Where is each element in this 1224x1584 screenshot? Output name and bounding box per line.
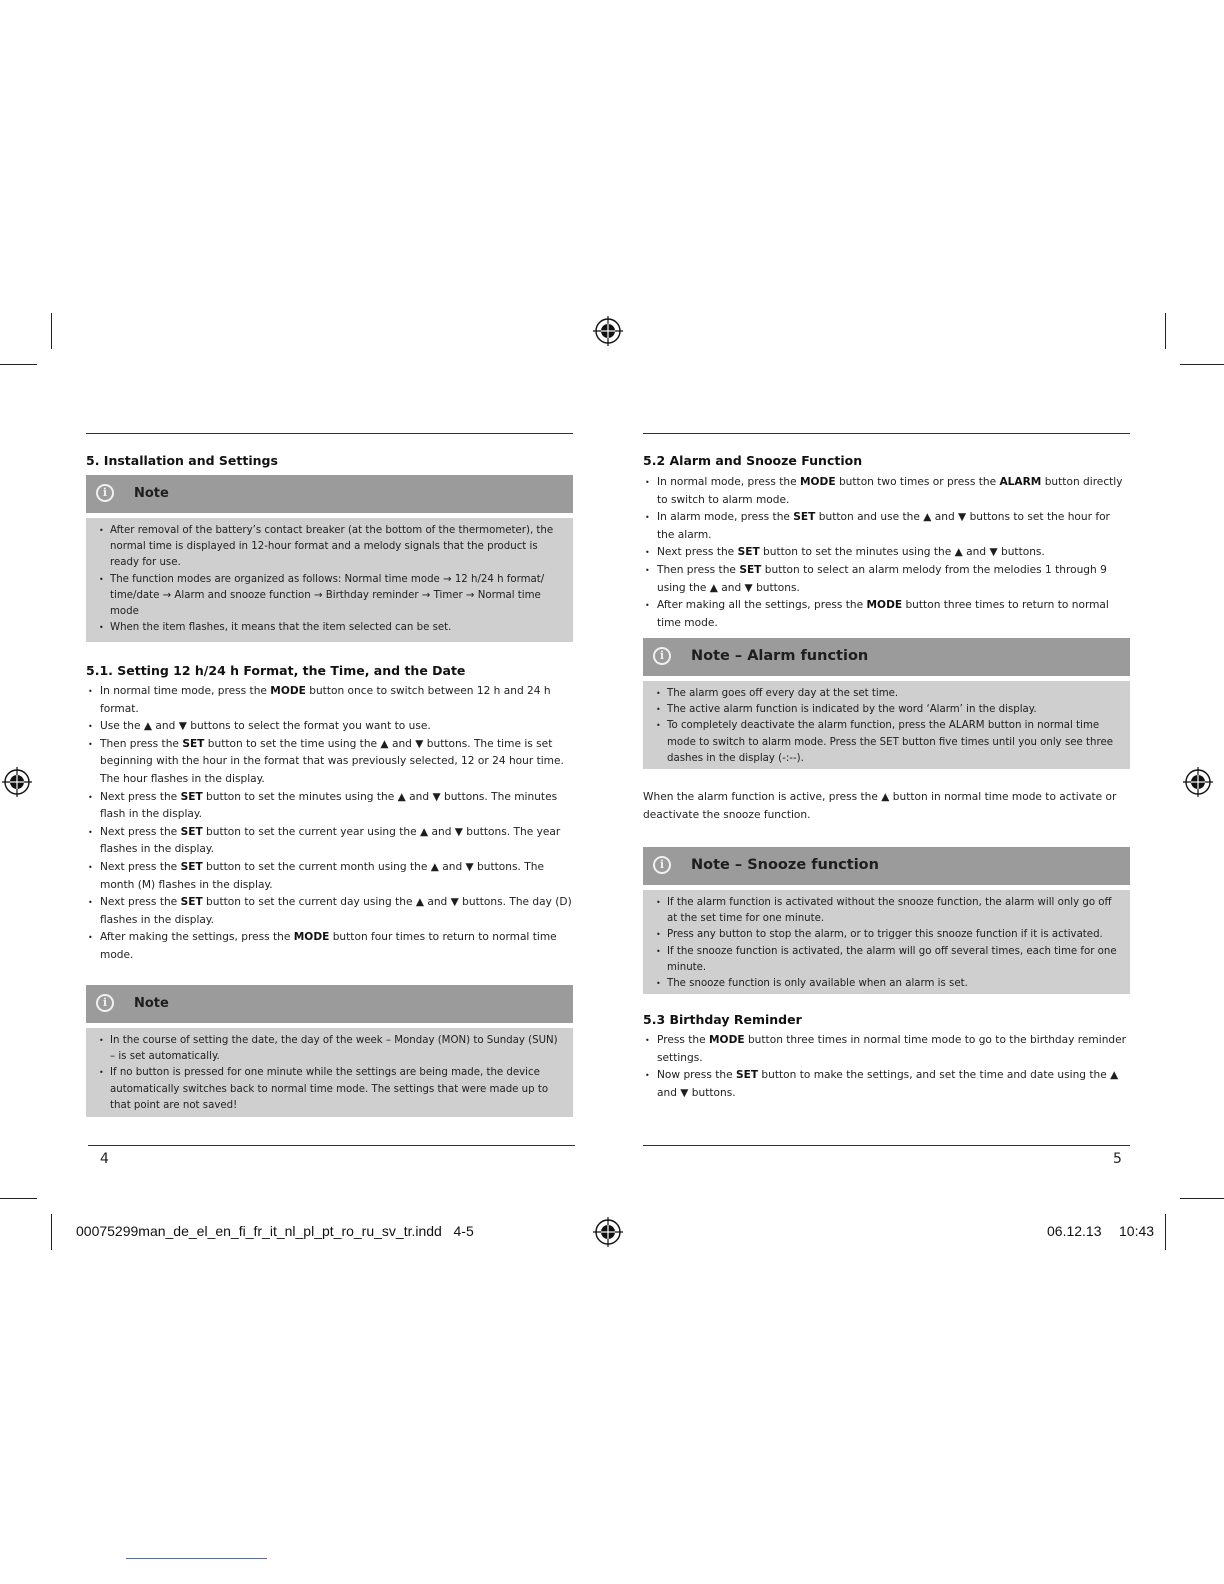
note-header xyxy=(643,638,1130,676)
note-body xyxy=(643,890,1130,994)
crop-mark xyxy=(1165,313,1166,349)
link-underline xyxy=(126,1558,267,1559)
crop-mark xyxy=(1165,1214,1166,1250)
print-date: 06.12.13 xyxy=(1047,1223,1102,1239)
note-header xyxy=(643,847,1130,885)
crop-mark xyxy=(0,1198,37,1199)
step-item: • Next press the SET button to set the minutes using the ▲ and ▼ buttons. xyxy=(643,544,1130,562)
registration-mark-icon xyxy=(2,767,32,797)
note-header xyxy=(86,985,573,1023)
info-icon: i xyxy=(653,856,671,874)
top-rule xyxy=(643,433,1130,434)
note-item: • After removal of the battery’s contact breaker (at the bottom of the thermometer), the normal time is displayed in 12-hour format and a melody signals that the product is ready for use. xyxy=(96,523,563,572)
crop-mark xyxy=(1180,1198,1224,1199)
file-name: 00075299man_de_el_en_fi_fr_it_nl_pl_pt_ro_ru_sv_tr.indd 4-5 xyxy=(76,1223,474,1239)
snooze-paragraph: When the alarm function is active, press the ▲ button in normal time mode to activate or deactivate the snooze function. xyxy=(643,791,1117,821)
crop-mark xyxy=(0,364,37,365)
note-item: • If the snooze function is activated, the alarm will go off several times, each time for one minute. xyxy=(653,944,1120,976)
note-item: • The snooze function is only available when an alarm is set. xyxy=(653,976,1120,992)
note-item: • When the item flashes, it means that the item selected can be set. xyxy=(96,620,563,636)
note-item: • If the alarm function is activated without the snooze function, the alarm will only go off at the set time for one minute. xyxy=(653,895,1120,927)
page-number: 4 xyxy=(100,1151,109,1167)
note-body xyxy=(643,681,1130,769)
settings-steps xyxy=(86,683,573,965)
step-item: • Next press the SET button to set the current day using the ▲ and ▼ buttons. The day (D) flashes in the display. xyxy=(86,894,573,929)
step-item: • After making the settings, press the MODE button four times to return to normal time mode. xyxy=(86,929,573,964)
note-body xyxy=(86,518,573,642)
step-item: • Use the ▲ and ▼ buttons to select the format you want to use. xyxy=(86,718,573,736)
step-item: • Next press the SET button to set the minutes using the ▲ and ▼ buttons. The minutes flash in the display. xyxy=(86,789,573,824)
info-icon: i xyxy=(653,647,671,665)
step-item: • After making all the settings, press the MODE button three times to return to normal time mode. xyxy=(643,597,1130,632)
bottom-rule xyxy=(88,1145,575,1146)
bottom-rule xyxy=(643,1145,1130,1146)
note-header xyxy=(86,475,573,513)
crop-mark xyxy=(51,313,52,349)
note-label: Note – Snooze function xyxy=(691,857,879,873)
note-label: Note xyxy=(134,996,169,1011)
crop-mark xyxy=(51,1214,52,1250)
birthday-steps xyxy=(643,1032,1130,1102)
note-item: • The function modes are organized as follows: Normal time mode → 12 h/24 h format/ time/date → Alarm and snooze function → Birthday reminder → Timer → Normal time mode xyxy=(96,572,563,621)
note-item: • If no button is pressed for one minute while the settings are being made, the device automatically switches back to normal time mode. The settings that were made up to that point are not saved! xyxy=(96,1065,563,1114)
step-item: • In alarm mode, press the SET button and use the ▲ and ▼ buttons to set the hour for the alarm. xyxy=(643,509,1130,544)
step-item: • In normal mode, press the MODE button two times or press the ALARM button directly to switch to alarm mode. xyxy=(643,474,1130,509)
section-title: 5.3 Birthday Reminder xyxy=(643,1012,802,1027)
crop-mark xyxy=(1180,364,1224,365)
print-time: 10:43 xyxy=(1119,1223,1155,1239)
note-body xyxy=(86,1028,573,1117)
note-label: Note xyxy=(134,486,169,501)
registration-mark-icon xyxy=(593,316,623,346)
subsection-title: 5.1. Setting 12 h/24 h Format, the Time, and the Date xyxy=(86,663,466,678)
note-item: • The active alarm function is indicated by the word ‘Alarm’ in the display. xyxy=(653,702,1120,718)
top-rule xyxy=(86,433,573,434)
note-label: Note – Alarm function xyxy=(691,648,869,664)
step-item: • In normal time mode, press the MODE button once to switch between 12 h and 24 h format. xyxy=(86,683,573,718)
section-title: 5. Installation and Settings xyxy=(86,453,278,468)
alarm-steps xyxy=(643,474,1130,632)
step-item: • Press the MODE button three times in normal time mode to go to the birthday reminder settings. xyxy=(643,1032,1130,1067)
note-item: • Press any button to stop the alarm, or to trigger this snooze function if it is activated. xyxy=(653,927,1120,943)
step-item: • Then press the SET button to select an alarm melody from the melodies 1 through 9 using the ▲ and ▼ buttons. xyxy=(643,562,1130,597)
note-item: • To completely deactivate the alarm function, press the ALARM button in normal time mode to switch to alarm mode. Press the SET button five times until you only see three dashes in the display (-:--). xyxy=(653,718,1120,767)
info-icon: i xyxy=(96,994,114,1012)
info-icon: i xyxy=(96,484,114,502)
step-item: • Next press the SET button to set the current month using the ▲ and ▼ buttons. The month (M) flashes in the display. xyxy=(86,859,573,894)
note-item: • The alarm goes off every day at the set time. xyxy=(653,686,1120,702)
step-item: • Then press the SET button to set the time using the ▲ and ▼ buttons. The time is set beginning with the hour in the format that was previously selected, 12 or 24 hour time. The hour flashes in the display. xyxy=(86,736,573,789)
step-item: • Next press the SET button to set the current year using the ▲ and ▼ buttons. The year flashes in the display. xyxy=(86,824,573,859)
section-title: 5.2 Alarm and Snooze Function xyxy=(643,453,863,468)
registration-mark-icon xyxy=(593,1217,623,1247)
step-item: • Now press the SET button to make the settings, and set the time and date using the ▲ and ▼ buttons. xyxy=(643,1067,1130,1102)
page-number: 5 xyxy=(1113,1151,1122,1167)
registration-mark-icon xyxy=(1183,767,1213,797)
note-item: • In the course of setting the date, the day of the week – Monday (MON) to Sunday (SUN) – is set automatically. xyxy=(96,1033,563,1065)
